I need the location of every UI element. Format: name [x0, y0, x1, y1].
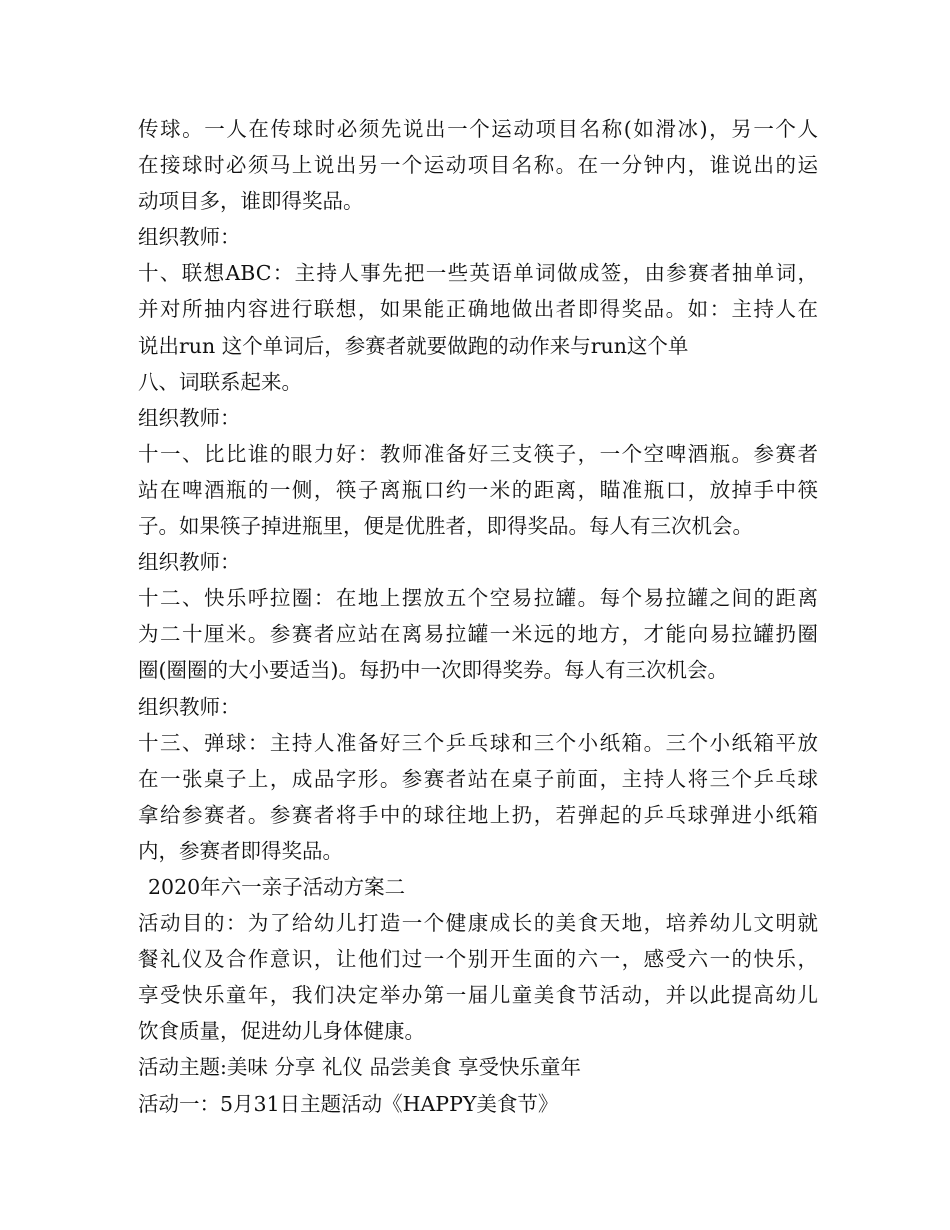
- text-line: 组织教师：: [138, 405, 241, 430]
- document-text: [138, 111, 818, 1122]
- text-line: 餐礼仪及合作意识，让他们过一个别开生面的六一，感受六一的快乐，: [138, 947, 818, 972]
- text-line: 十三、弹球：主持人准备好三个乒乓球和三个小纸箱。三个小纸箱平放: [138, 730, 818, 755]
- text-line: 组织教师：: [138, 550, 241, 575]
- text-line: 活动一：5月31日主题活动《HAPPY美食节》: [138, 1091, 559, 1116]
- text-line: 子。如果筷子掉进瓶里，便是优胜者，即得奖品。每人有三次机会。: [138, 514, 753, 539]
- section-title: 2020年六一亲子活动方案二: [148, 874, 406, 899]
- text-line: 十、联想ABC：主持人事先把一些英语单词做成签，由参赛者抽单词，: [138, 261, 818, 286]
- text-line: 十一、比比谁的眼力好：教师准备好三支筷子，一个空啤酒瓶。参赛者: [138, 441, 818, 466]
- text-line: 十二、快乐呼拉圈：在地上摆放五个空易拉罐。每个易拉罐之间的距离: [138, 586, 818, 611]
- text-line: 并对所抽内容进行联想，如果能正确地做出者即得奖品。如：主持人在: [138, 297, 818, 322]
- text-line: 在接球时必须马上说出另一个运动项目名称。在一分钟内，谁说出的运: [138, 153, 818, 178]
- text-line: 传球。一人在传球时必须先说出一个运动项目名称(如滑冰)，另一个人: [138, 117, 818, 141]
- text-line: 组织教师：: [138, 225, 241, 250]
- text-line: 说出run 这个单词后，参赛者就要做跑的动作来与run这个单: [138, 333, 689, 358]
- text-line: 活动主题:美味 分享 礼仪 品尝美食 享受快乐童年: [138, 1055, 581, 1080]
- text-line: 在一张桌子上，成品字形。参赛者站在桌子前面，主持人将三个乒乓球: [138, 766, 818, 791]
- text-line: 圈(圈圈的大小要适当)。每扔中一次即得奖券。每人有三次机会。: [138, 658, 728, 683]
- text-line: 为二十厘米。参赛者应站在离易拉罐一米远的地方，才能向易拉罐扔圈: [138, 622, 818, 647]
- text-line: 动项目多，谁即得奖品。: [138, 189, 364, 214]
- text-line: 八、词联系起来。: [138, 369, 302, 394]
- text-line: 站在啤酒瓶的一侧，筷子离瓶口约一米的距离，瞄准瓶口，放掉手中筷: [138, 477, 818, 502]
- text-line: 拿给参赛者。参赛者将手中的球往地上扔，若弹起的乒乓球弹进小纸箱: [138, 802, 818, 827]
- text-line: 饮食质量，促进幼儿身体健康。: [138, 1019, 425, 1044]
- text-line: 内，参赛者即得奖品。: [138, 838, 343, 863]
- text-line: 组织教师：: [138, 694, 241, 719]
- text-line: 享受快乐童年，我们决定举办第一届儿童美食节活动，并以此提高幼儿: [138, 983, 818, 1008]
- text-line: 活动目的：为了给幼儿打造一个健康成长的美食天地，培养幼儿文明就: [138, 911, 818, 936]
